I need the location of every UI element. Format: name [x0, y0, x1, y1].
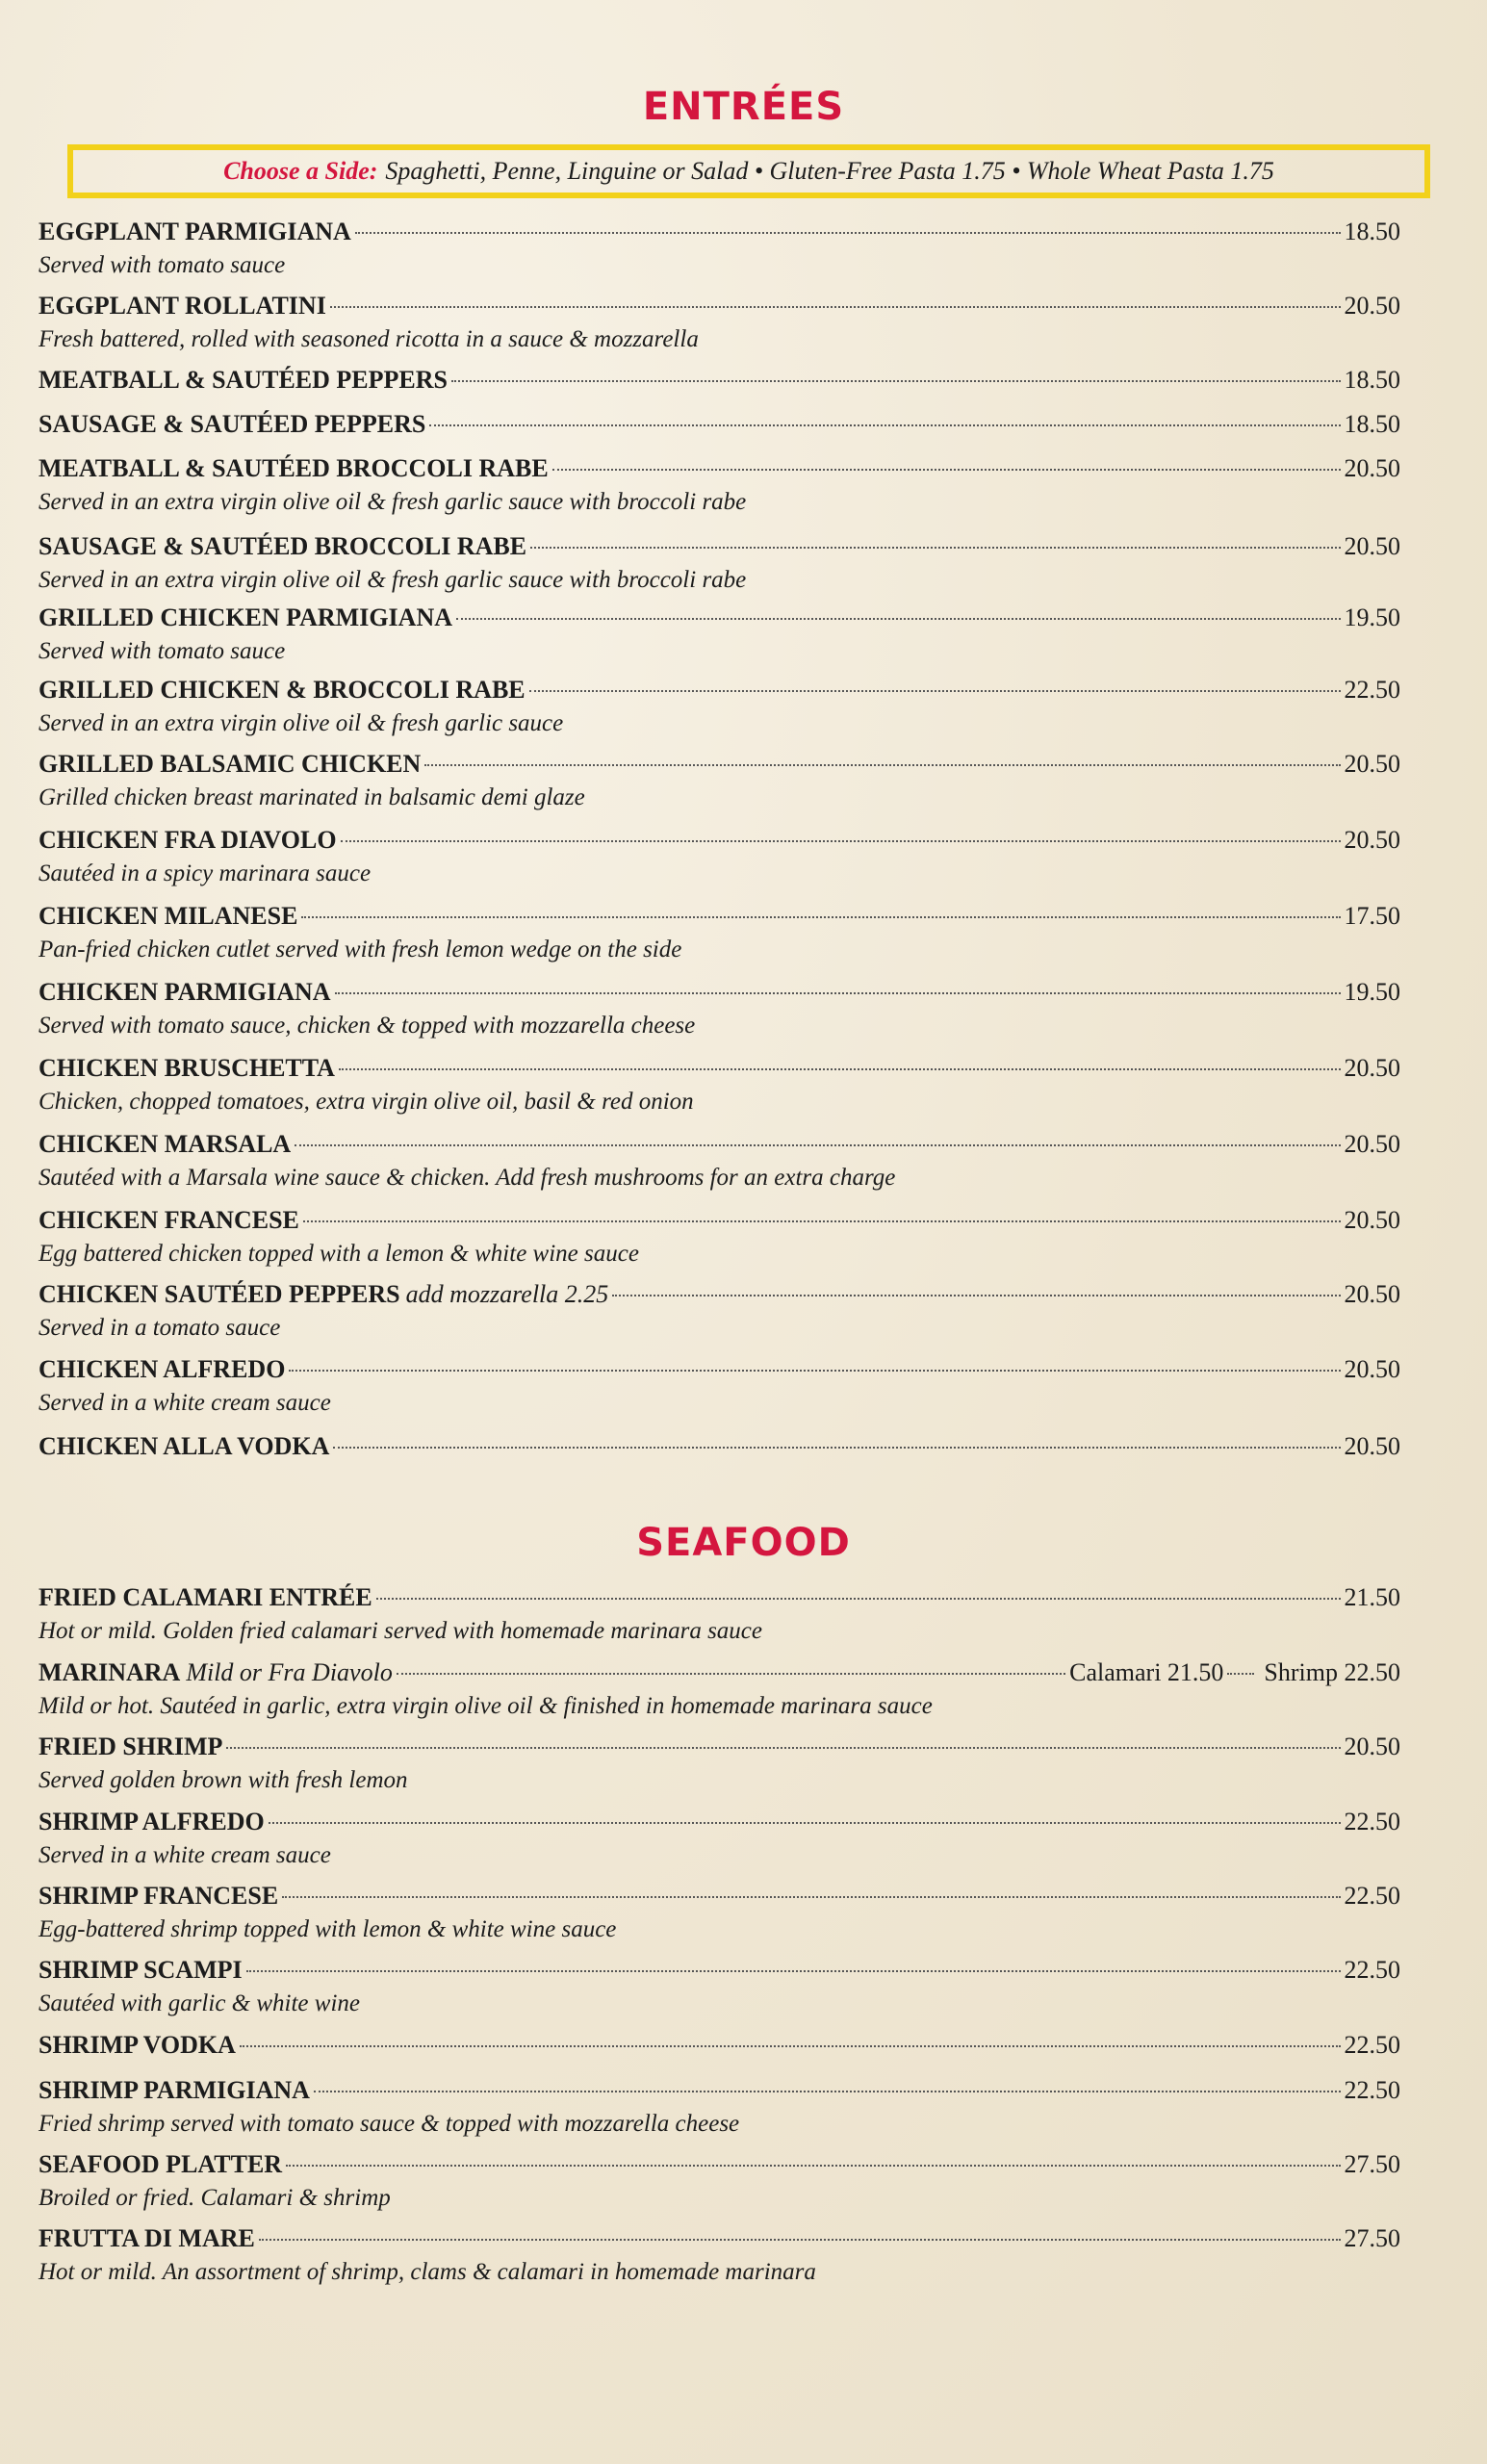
item-price: Calamari 21.50: [1069, 1658, 1224, 1686]
dot-leader: [530, 547, 1340, 549]
item-price: 22.50: [1344, 1808, 1400, 1835]
item-price: 27.50: [1344, 2150, 1400, 2178]
menu-item-row: [38, 1583, 1400, 1616]
menu-item-row: [38, 676, 1400, 708]
menu-item: [38, 1280, 1400, 1344]
dot-leader: [529, 690, 1341, 692]
dot-leader: [355, 232, 1341, 234]
menu-item-row: [38, 292, 1400, 324]
menu-item: [38, 676, 1400, 739]
item-price: 20.50: [1344, 1206, 1400, 1234]
item-name: CHICKEN SAUTÉED PEPPERS: [38, 1280, 400, 1308]
dot-leader: [295, 1144, 1340, 1146]
menu-item: [38, 1732, 1400, 1796]
item-name: FRIED CALAMARI ENTRÉE: [38, 1583, 372, 1611]
menu-item: [38, 603, 1400, 667]
item-description: Grilled chicken breast marinated in balsamic demi glaze: [38, 784, 585, 810]
menu-item: [38, 826, 1400, 889]
item-price: 20.50: [1344, 826, 1400, 854]
item-description: Hot or mild. An assortment of shrimp, clams & calamari in homemade marinara: [38, 2259, 816, 2285]
item-price: 22.50: [1344, 676, 1400, 704]
item-price: 18.50: [1344, 410, 1400, 438]
item-price: 19.50: [1344, 978, 1400, 1006]
item-description: Egg battered chicken topped with a lemon & white wine sauce: [38, 1241, 639, 1267]
item-name: SHRIMP FRANCESE: [38, 1882, 279, 1910]
dot-leader: [333, 1447, 1340, 1449]
menu-item-row: [38, 2150, 1400, 2183]
item-name: CHICKEN MILANESE: [38, 902, 298, 930]
item-description: Mild or hot. Sautéed in garlic, extra virgin olive oil & finished in homemade marinara sauce: [38, 1693, 933, 1719]
item-description: Served with tomato sauce, chicken & topped with mozzarella cheese: [38, 1013, 696, 1039]
side-label: Choose a Side:: [223, 157, 378, 185]
item-name: MEATBALL & SAUTÉED BROCCOLI RABE: [38, 454, 549, 482]
dot-leader: [339, 1068, 1341, 1070]
item-description: Sautéed in a spicy marinara sauce: [38, 860, 372, 886]
item-description: Egg-battered shrimp topped with lemon & white wine sauce: [38, 1916, 617, 1942]
menu-item-row: [38, 1658, 1400, 1691]
item-description: Broiled or fried. Calamari & shrimp: [38, 2185, 391, 2211]
menu-item-row: [38, 2076, 1400, 2109]
menu-item-row: [38, 603, 1400, 636]
menu-item: [38, 2076, 1400, 2140]
menu-item: [38, 1882, 1400, 1945]
dot-leader: [303, 1220, 1341, 1222]
menu-item-row: [38, 218, 1400, 250]
dot-leader: [289, 1370, 1340, 1372]
item-description: Served in an extra virgin olive oil & fresh garlic sauce with broccoli rabe: [38, 567, 747, 593]
dot-leader: [451, 380, 1341, 382]
item-description: Hot or mild. Golden fried calamari served with homemade marinara sauce: [38, 1618, 763, 1644]
dot-leader: [341, 840, 1341, 842]
entrees-heading: ENTRÉES: [642, 85, 845, 129]
dot-leader: [282, 1896, 1340, 1898]
dot-leader: [335, 992, 1341, 994]
menu-item-row: [38, 1130, 1400, 1163]
item-name: CHICKEN BRUSCHETTA: [38, 1054, 335, 1082]
menu-item-row: [38, 1432, 1400, 1465]
item-description: Served golden brown with fresh lemon: [38, 1767, 408, 1793]
menu-item: [38, 292, 1400, 355]
item-name: GRILLED CHICKEN & BROCCOLI RABE: [38, 676, 526, 704]
menu-item: [38, 1432, 1400, 1465]
dot-leader: [429, 424, 1340, 426]
item-price: 18.50: [1344, 366, 1400, 394]
dot-leader: [286, 2165, 1340, 2167]
item-name: EGGPLANT ROLLATINI: [38, 292, 326, 320]
dot-leader: [376, 1598, 1341, 1600]
menu-item-row: [38, 2031, 1400, 2064]
item-price: 20.50: [1344, 1054, 1400, 1082]
item-name: SEAFOOD PLATTER: [38, 2150, 283, 2178]
item-name: CHICKEN FRA DIAVOLO: [38, 826, 337, 854]
menu-item-row: [38, 2224, 1400, 2257]
item-price: 22.50: [1344, 2076, 1400, 2104]
menu-item-row: [38, 1206, 1400, 1239]
item-name: FRIED SHRIMP: [38, 1732, 223, 1760]
menu-item-row: [38, 978, 1400, 1011]
menu-item: [38, 1130, 1400, 1194]
menu-item-row: [38, 1280, 1400, 1313]
menu-item: [38, 366, 1400, 398]
menu-item-row: [38, 410, 1400, 443]
menu-item: [38, 978, 1400, 1041]
item-description: Fried shrimp served with tomato sauce & topped with mozzarella cheese: [38, 2111, 740, 2137]
item-price: 22.50: [1344, 1882, 1400, 1910]
item-price: 20.50: [1344, 292, 1400, 320]
menu-item-row: [38, 1054, 1400, 1087]
menu-item-row: [38, 454, 1400, 487]
item-price: 18.50: [1344, 218, 1400, 245]
item-name: SHRIMP PARMIGIANA: [38, 2076, 310, 2104]
item-description: Served in a tomato sauce: [38, 1315, 281, 1341]
menu-item: [38, 532, 1400, 596]
item-price: 20.50: [1344, 1732, 1400, 1760]
item-name: CHICKEN ALLA VODKA: [38, 1432, 330, 1460]
item-price: 22.50: [1344, 1956, 1400, 1984]
item-price: 19.50: [1344, 603, 1400, 631]
menu-item: [38, 1658, 1400, 1722]
item-name: SHRIMP VODKA: [38, 2031, 236, 2059]
menu-item-row: [38, 1882, 1400, 1914]
item-description: Sautéed with garlic & white wine: [38, 1990, 360, 2016]
item-description: Served in an extra virgin olive oil & fresh garlic sauce with broccoli rabe: [38, 489, 747, 515]
menu-item: [38, 2031, 1400, 2064]
dot-leader: [240, 2045, 1341, 2047]
item-name: SHRIMP ALFREDO: [38, 1808, 265, 1835]
item-note: add mozzarella 2.25: [405, 1280, 609, 1308]
item-name: CHICKEN MARSALA: [38, 1130, 292, 1158]
dot-leader: [259, 2239, 1341, 2241]
item-description: Chicken, chopped tomatoes, extra virgin olive oil, basil & red onion: [38, 1089, 694, 1115]
menu-item: [38, 2150, 1400, 2214]
item-name: SAUSAGE & SAUTÉED BROCCOLI RABE: [38, 532, 527, 560]
menu-item: [38, 410, 1400, 443]
item-description: Pan-fried chicken cutlet served with fresh lemon wedge on the side: [38, 937, 682, 962]
dot-leader: [314, 2091, 1341, 2092]
dot-leader: [301, 916, 1340, 918]
item-price: 20.50: [1344, 1432, 1400, 1460]
dot-leader: [612, 1295, 1340, 1296]
item-price: 20.50: [1344, 750, 1400, 778]
item-name: EGGPLANT PARMIGIANA: [38, 218, 351, 245]
menu-item: [38, 1355, 1400, 1419]
item-price: 20.50: [1344, 1280, 1400, 1308]
menu-item-row: [38, 750, 1400, 783]
dot-leader: [424, 764, 1340, 766]
item-name: MARINARA: [38, 1658, 181, 1686]
item-name: CHICKEN FRANCESE: [38, 1206, 299, 1234]
menu-item-row: [38, 1732, 1400, 1765]
item-note: Mild or Fra Diavolo: [186, 1658, 393, 1686]
dot-leader: [552, 469, 1341, 471]
menu-item: [38, 454, 1400, 518]
dot-leader: [269, 1822, 1341, 1824]
menu-item: [38, 1956, 1400, 2019]
menu-item: [38, 902, 1400, 965]
choose-a-side-box: [67, 144, 1430, 198]
menu-item-row: [38, 532, 1400, 565]
menu-item-row: [38, 366, 1400, 398]
item-price: 22.50: [1344, 2031, 1400, 2059]
item-description: Served in a white cream sauce: [38, 1390, 331, 1416]
item-price: 20.50: [1344, 532, 1400, 560]
menu-item: [38, 1808, 1400, 1871]
menu-item-row: [38, 902, 1400, 935]
dot-leader: [456, 618, 1341, 620]
item-name: FRUTTA DI MARE: [38, 2224, 255, 2252]
item-price: 21.50: [1344, 1583, 1400, 1611]
item-price: 27.50: [1344, 2224, 1400, 2252]
item-description: Served with tomato sauce: [38, 638, 286, 664]
item-price: 20.50: [1344, 1130, 1400, 1158]
seafood-heading: SEAFOOD: [636, 1521, 851, 1565]
item-price: 20.50: [1344, 1355, 1400, 1383]
menu-item: [38, 1054, 1400, 1117]
item-name: GRILLED BALSAMIC CHICKEN: [38, 750, 422, 778]
menu-item-row: [38, 1956, 1400, 1989]
side-options: Spaghetti, Penne, Linguine or Salad • Gluten-Free Pasta 1.75 • Whole Wheat Pasta 1.75: [385, 157, 1274, 185]
item-description: Sautéed with a Marsala wine sauce & chicken. Add fresh mushrooms for an extra charge: [38, 1165, 896, 1191]
item-name: GRILLED CHICKEN PARMIGIANA: [38, 603, 452, 631]
item-price: 17.50: [1344, 902, 1400, 930]
item-name: MEATBALL & SAUTÉED PEPPERS: [38, 366, 448, 394]
menu-item: [38, 1206, 1400, 1270]
dot-leader: [330, 306, 1341, 308]
menu-item: [38, 2224, 1400, 2288]
item-name: CHICKEN ALFREDO: [38, 1355, 286, 1383]
item-price: 20.50: [1344, 454, 1400, 482]
item-name: SAUSAGE & SAUTÉED PEPPERS: [38, 410, 426, 438]
item-description: Served in an extra virgin olive oil & fresh garlic sauce: [38, 710, 564, 736]
menu-item-row: [38, 1355, 1400, 1388]
item-description: Served with tomato sauce: [38, 252, 286, 278]
menu-item: [38, 1583, 1400, 1647]
item-name: CHICKEN PARMIGIANA: [38, 978, 331, 1006]
item-description: Served in a white cream sauce: [38, 1842, 331, 1868]
dot-leader: [397, 1673, 1065, 1675]
item-description: Fresh battered, rolled with seasoned ricotta in a sauce & mozzarella: [38, 326, 699, 352]
menu-item: [38, 750, 1400, 813]
menu-item: [38, 218, 1400, 281]
menu-item-row: [38, 826, 1400, 859]
dot-leader: [226, 1747, 1340, 1749]
item-name: SHRIMP SCAMPI: [38, 1956, 243, 1984]
dot-leader: [1227, 1673, 1254, 1675]
item-price-secondary: Shrimp 22.50: [1264, 1658, 1400, 1686]
dot-leader: [246, 1970, 1341, 1972]
menu-item-row: [38, 1808, 1400, 1840]
